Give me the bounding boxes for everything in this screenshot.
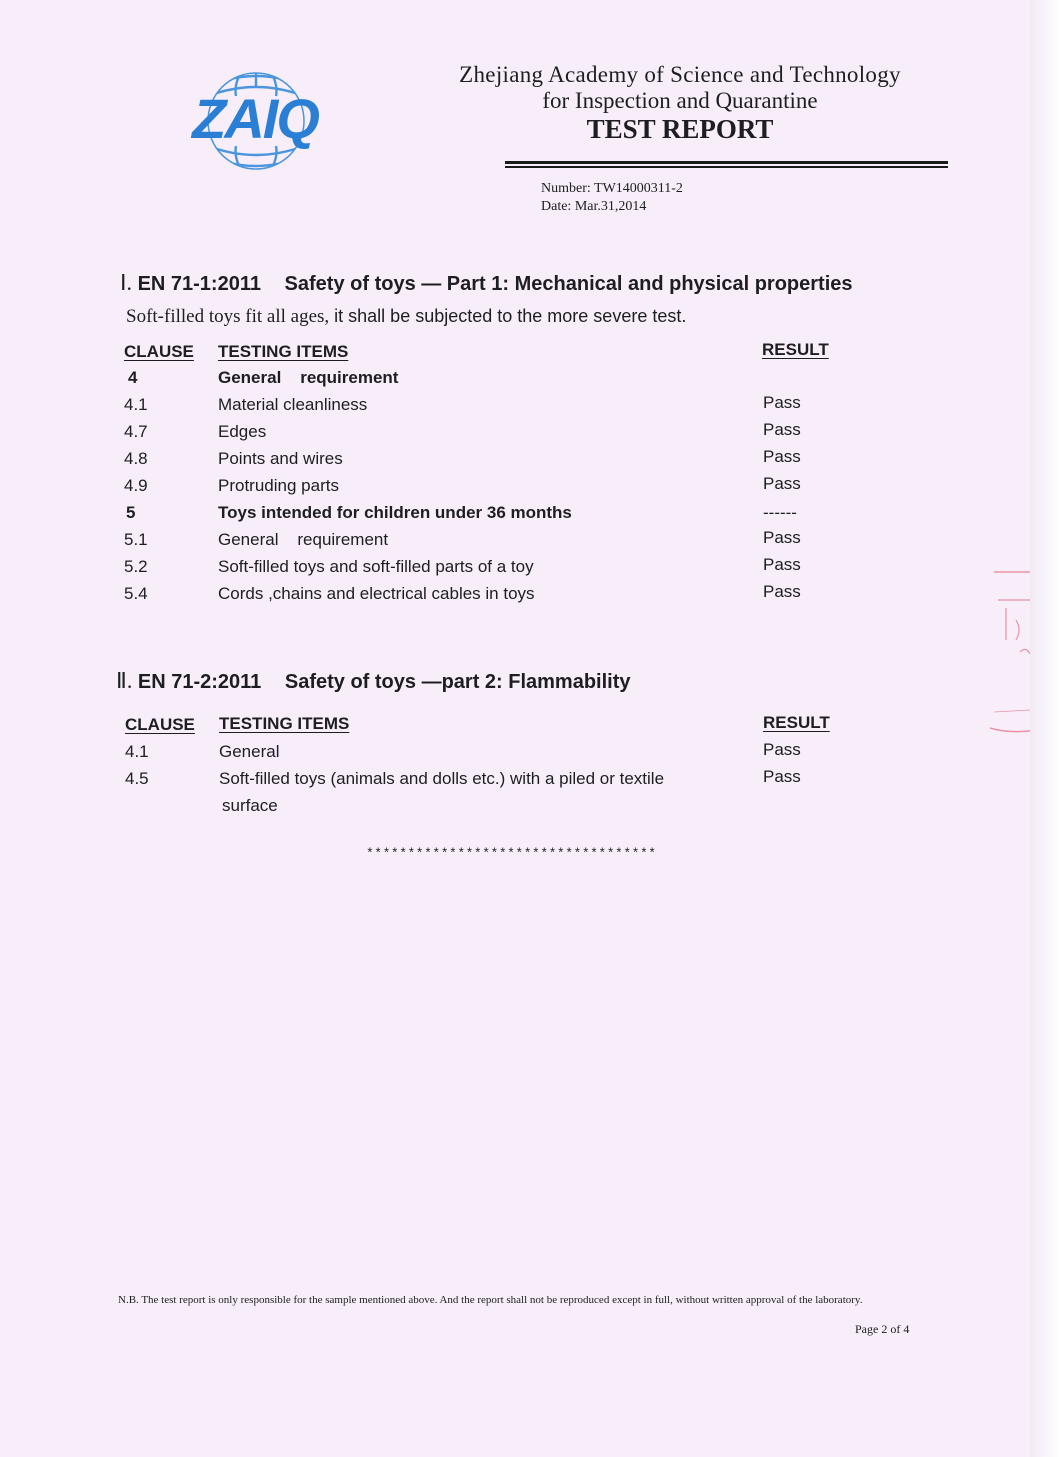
table-row (0, 557, 1060, 584)
clause-cell: 4.5 (125, 769, 149, 788)
table-row (0, 584, 1060, 611)
clause-cell: 4.7 (124, 422, 148, 441)
table-row (0, 530, 1060, 557)
item-cell: Points and wires (218, 449, 343, 468)
item-cell-continuation: surface (222, 796, 278, 815)
table-row (0, 395, 1060, 422)
testing-items-header: TESTING ITEMS (219, 714, 350, 733)
org-name-line1: Zhejiang Academy of Science and Technology (459, 62, 901, 87)
item-cell: General requirement (218, 530, 389, 549)
table-row (0, 503, 1060, 530)
section1-note (126, 306, 686, 328)
item-cell: Edges (218, 422, 267, 441)
testing-items-header: TESTING ITEMS (218, 342, 349, 361)
number-label: Number: (541, 181, 591, 196)
table-row (0, 742, 1060, 769)
header-rule-thin (505, 166, 948, 168)
clause-cell: 4.8 (124, 449, 148, 468)
clause-header: CLAUSE (125, 715, 195, 734)
result-cell: Pass (763, 555, 801, 574)
page-number: Page 2 of 4 (855, 1322, 910, 1336)
clause-cell: 4.9 (124, 476, 148, 495)
result-header: RESULT (762, 340, 829, 359)
organization-header (420, 62, 940, 145)
zaiq-logo (160, 66, 350, 176)
report-date: Mar.31,2014 (574, 199, 647, 214)
item-cell: Material cleanliness (218, 395, 368, 414)
section1-code: EN 71-1:2011 (137, 273, 261, 295)
clause-cell: 4 (128, 368, 138, 387)
section2-code: EN 71-2:2011 (137, 671, 262, 693)
item-cell: Soft-filled toys and soft-filled parts of a toy (218, 557, 534, 576)
item-cell: Soft-filled toys (animals and dolls etc.) with a piled or textile (219, 769, 665, 788)
table-row (0, 769, 1060, 796)
result-header: RESULT (763, 713, 830, 732)
report-meta (541, 180, 683, 216)
item-cell: General (219, 742, 280, 761)
end-of-content-marker: *********************************** (366, 846, 657, 861)
header-rule (505, 161, 948, 164)
clause-cell: 5.4 (124, 584, 148, 603)
table-row (0, 368, 1060, 395)
clause-cell: 4.1 (124, 395, 148, 414)
result-cell: Pass (763, 528, 801, 547)
result-cell: ------ (763, 503, 797, 522)
report-number: TW14000311-2 (594, 181, 683, 196)
section2-title (116, 668, 631, 694)
section2-heading: Safety of toys —part 2: Flammability (284, 671, 631, 693)
date-label: Date: (541, 199, 572, 214)
table-row (0, 422, 1060, 449)
logo-text: ZAIQ (192, 87, 318, 150)
result-cell: Pass (763, 582, 801, 601)
result-cell: Pass (763, 767, 801, 786)
result-cell: Pass (763, 740, 801, 759)
item-cell: General requirement (218, 368, 399, 387)
clause-cell: 5.1 (124, 530, 148, 549)
item-cell: Cords ,chains and electrical cables in toys (218, 584, 535, 603)
note-part2: it shall be subjected to the more severe test. (329, 306, 687, 326)
org-name-line2: for Inspection and Quarantine (542, 88, 818, 113)
item-cell: Toys intended for children under 36 months (218, 503, 572, 522)
clause-cell: 4.1 (125, 742, 149, 761)
footer-note: N.B. The test report is only responsible for the sample mentioned above. And the report shall not be reproduced except in full, without written approval of the laboratory. (118, 1294, 863, 1306)
document-title: TEST REPORT (586, 114, 774, 144)
result-cell: Pass (763, 420, 801, 439)
section2-roman: Ⅱ. (116, 668, 133, 693)
paper-edge (1030, 0, 1060, 1457)
clause-cell: 5 (126, 503, 136, 522)
note-part1: Soft-filled toys fit all ages, (126, 306, 330, 327)
result-cell: Pass (763, 393, 801, 412)
section1-heading: Safety of toys — Part 1: Mechanical and physical properties (284, 273, 853, 295)
result-cell: Pass (763, 447, 801, 466)
result-cell: Pass (763, 474, 801, 493)
section1-title (120, 270, 853, 296)
table-row (0, 449, 1060, 476)
section1-roman: Ⅰ. (120, 270, 132, 295)
item-cell: Protruding parts (218, 476, 339, 495)
clause-cell: 5.2 (124, 557, 148, 576)
table-row (0, 476, 1060, 503)
clause-header: CLAUSE (124, 342, 194, 361)
